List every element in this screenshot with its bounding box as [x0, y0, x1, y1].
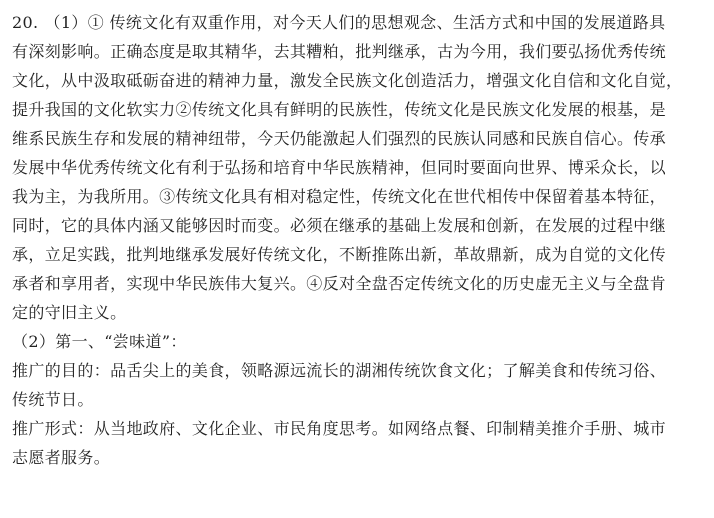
answer-line-16: 志愿者服务。 [12, 448, 111, 467]
line-1-text: （1）① 传统文化有双重作用，对今天人们的思想观念、生活方式和中国的发展道路具 [44, 13, 666, 32]
answer-line-1 [12, 9, 702, 37]
answer-line-3: 文化，从中汲取砥砺奋进的精神力量，激发全民族文化创造活力，增强文化自信和文化自觉， [12, 71, 683, 90]
answer-line-14: 传统节日。 [12, 390, 94, 409]
answer-line-5: 维系民族生存和发展的精神纽带，今天仍能激起人们强烈的民族认同感和民族自信心。传承 [12, 129, 667, 148]
answer-line-9: 承，立足实践，批判地继承发展好传统文化，不断推陈出新，革故鼎新，成为自觉的文化传 [12, 245, 667, 264]
answer-line-2: 有深刻影响。正确态度是取其精华，去其糟粕，批判继承，古为今用，我们要弘扬优秀传统 [12, 42, 667, 61]
answer-line-7: 我为主，为我所用。③传统文化具有相对稳定性，传统文化在世代相传中保留着基本特征， [12, 187, 667, 206]
answer-line-8: 同时，它的具体内涵又能够因时而变。必须在继承的基础上发展和创新，在发展的过程中继 [12, 216, 667, 235]
answer-line-13: 推广的目的：品舌尖上的美食，领略源远流长的湖湘传统饮食文化；了解美食和传统习俗、 [12, 361, 667, 380]
answer-line-4: 提升我国的文化软实力②传统文化具有鲜明的民族性，传统文化是民族文化发展的根基，是 [12, 100, 667, 119]
answer-line-12: （2）第一、“尝味道”： [12, 332, 187, 351]
answer-line-11: 定的守旧主义。 [12, 303, 127, 322]
answer-line-10: 承者和享用者，实现中华民族伟大复兴。④反对全盘否定传统文化的历史虚无主义与全盘肯 [12, 274, 667, 293]
answer-line-15: 推广形式：从当地政府、文化企业、市民角度思考。如网络点餐、印制精美推介手册、城市 [12, 419, 667, 438]
answer-line-6: 发展中华优秀传统文化有利于弘扬和培育中华民族精神，但同时要面向世界、博采众长，以 [12, 158, 667, 177]
question-number: 20. [12, 13, 39, 32]
